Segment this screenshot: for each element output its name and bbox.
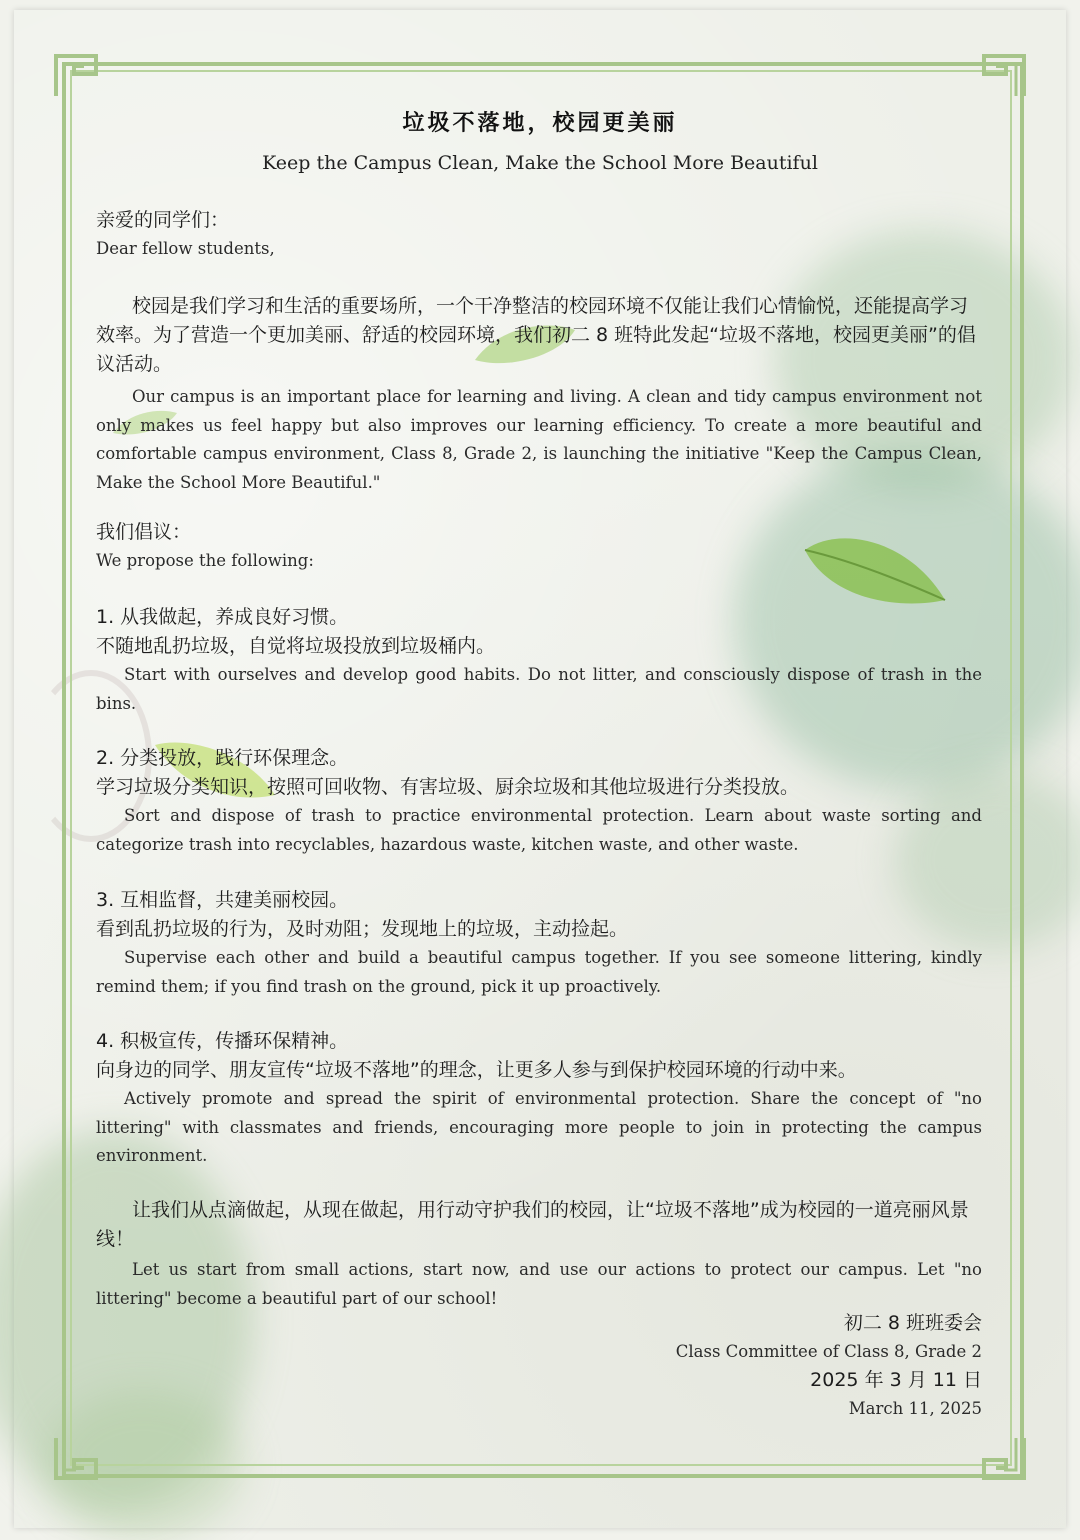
item-body-chinese: 学习垃圾分类知识，按照可回收物、有害垃圾、厨余垃圾和其他垃圾进行分类投放。: [96, 776, 800, 798]
item-title: 2. 分类投放，践行环保理念。: [96, 747, 349, 769]
corner-ornament-icon: [980, 1434, 1028, 1482]
signature-org-english: Class Committee of Class 8, Grade 2: [675, 1342, 982, 1361]
signature-date-chinese: 2025 年 3 月 11 日: [810, 1369, 982, 1391]
intro-paragraph: [96, 292, 982, 497]
title-english: Keep the Campus Clean, Make the School More Beautiful: [262, 152, 818, 174]
signature-date-english: March 11, 2025: [848, 1399, 982, 1418]
item-body-chinese: 不随地乱扔垃圾，自觉将垃圾投放到垃圾桶内。: [96, 635, 496, 657]
proposal-item: [96, 603, 982, 718]
item-body-english: Actively promote and spread the spirit of environmental protection. Share the concept of "no littering" with classmates and friends, encouraging more people to join in protecting the campus environment.: [96, 1089, 982, 1165]
proposal-heading-chinese: 我们倡议：: [96, 521, 192, 543]
item-title: 1. 从我做起，养成良好习惯。: [96, 606, 349, 628]
greeting-chinese: 亲爱的同学们：: [96, 209, 230, 231]
item-body-english: Sort and dispose of trash to practice environmental protection. Learn about waste sorting and categorize trash into recyclables, hazardous waste, kitchen waste, and other waste.: [96, 806, 982, 854]
greeting: [96, 206, 982, 263]
signature: [96, 1309, 982, 1423]
item-body-english: Supervise each other and build a beautiful campus together. If you see someone littering, kindly remind them; if you find trash on the ground, pick it up proactively.: [96, 948, 982, 996]
intro-english: Our campus is an important place for learning and living. A clean and tidy campus environment not only makes us feel happy but also improves our learning efficiency. To create a more beautiful and comfortable campus environment, Class 8, Grade 2, is launching the initiative "Keep the Campus Clean, Make the School More Beautiful.": [96, 387, 982, 492]
corner-ornament-icon: [52, 1434, 100, 1482]
proposal-item: [96, 1027, 982, 1171]
item-body-chinese: 向身边的同学、朋友宣传“垃圾不落地”的理念，让更多人参与到保护校园环境的行动中来。: [96, 1059, 857, 1081]
corner-ornament-icon: [980, 52, 1028, 100]
item-body-chinese: 看到乱扔垃圾的行为，及时劝阻；发现地上的垃圾，主动捡起。: [96, 918, 629, 940]
item-title: 3. 互相监督，共建美丽校园。: [96, 889, 349, 911]
corner-ornament-icon: [52, 52, 100, 100]
proposal-item: [96, 886, 982, 1001]
signature-org-chinese: 初二 8 班班委会: [843, 1312, 982, 1334]
item-body-english: Start with ourselves and develop good habits. Do not litter, and consciously dispose of trash in the bins.: [96, 665, 982, 713]
intro-chinese: 校园是我们学习和生活的重要场所，一个干净整洁的校园环境不仅能让我们心情愉悦，还能提高学习效率。为了营造一个更加美丽、舒适的校园环境，我们初二 8 班特此发起“垃圾不落地，校园更美丽”的倡议活动。: [96, 295, 976, 375]
closing-chinese: 让我们从点滴做起，从现在做起，用行动守护我们的校园，让“垃圾不落地”成为校园的一道亮丽风景线！: [96, 1199, 969, 1250]
closing-paragraph: [96, 1196, 982, 1313]
greeting-english: Dear fellow students,: [96, 239, 275, 258]
proposal-heading-english: We propose the following:: [96, 551, 314, 570]
proposal-item: [96, 744, 982, 859]
proposal-heading: [96, 518, 982, 576]
closing-english: Let us start from small actions, start now, and use our actions to protect our campus. Let "no littering" become a beautiful part of our school!: [96, 1260, 982, 1308]
item-title: 4. 积极宣传，传播环保精神。: [96, 1030, 349, 1052]
title-chinese: 垃圾不落地，校园更美丽: [402, 110, 678, 136]
